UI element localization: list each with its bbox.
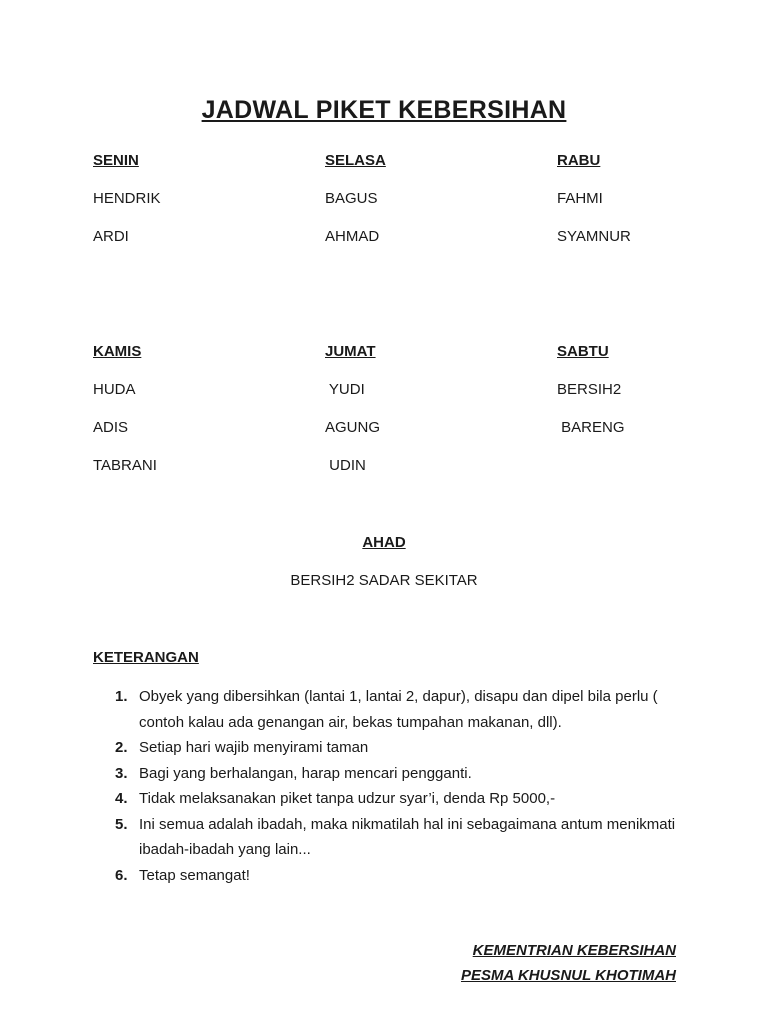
list-number: 1. (115, 688, 128, 705)
list-number: 3. (115, 764, 128, 782)
member-name: ADIS (93, 419, 129, 436)
day-column-selasa (325, 151, 525, 265)
member-name: AGUNG (325, 419, 381, 436)
list-text: Bagi yang berhalangan, harap mencari pengganti. (139, 764, 472, 782)
list-text: Ini semua adalah ibadah, maka nikmatilah hal ini sebagaimana antum menikmati ibadah-ibadah yang lain... (139, 815, 676, 858)
member-name: YUDI (325, 381, 365, 398)
page-title: JADWAL PIKET KEBERSIHAN (201, 96, 567, 124)
keterangan-heading: KETERANGAN (93, 649, 199, 666)
member-name: FAHMI (557, 190, 603, 207)
list-text: Tidak melaksanakan piket tanpa udzur syar’i, denda Rp 5000,- (139, 790, 556, 807)
list-number: 4. (115, 790, 128, 807)
day-heading: JUMAT (325, 343, 376, 360)
day-heading-ahad: AHAD (362, 534, 406, 551)
ahad-activity: BERSIH2 SADAR SEKITAR (290, 572, 478, 589)
list-text: Setiap hari wajib menyirami taman (139, 739, 369, 756)
day-column-senin (93, 151, 293, 265)
day-column-rabu (557, 151, 757, 265)
list-item (93, 761, 693, 787)
member-name: HUDA (93, 381, 136, 398)
list-text: Tetap semangat! (139, 866, 250, 884)
list-number: 6. (115, 866, 128, 884)
day-heading: SENIN (93, 152, 139, 169)
member-name: BARENG (557, 419, 625, 436)
list-item (93, 735, 693, 761)
ahad-section (0, 533, 768, 591)
member-name: BAGUS (325, 190, 378, 207)
list-number: 2. (115, 739, 128, 756)
member-name: SYAMNUR (557, 228, 631, 245)
list-text: Obyek yang dibersihkan (lantai 1, lantai 2, dapur), disapu dan dipel bila perlu ( contoh kalau ada genangan air, bekas tumpahan makanan, dll). (139, 688, 658, 731)
day-heading: KAMIS (93, 343, 142, 360)
day-heading: RABU (557, 152, 601, 169)
signature-line-2: PESMA KHUSNUL KHOTIMAH (460, 967, 676, 984)
member-name: TABRANI (93, 457, 157, 474)
keterangan-list (93, 684, 693, 888)
member-name: UDIN (325, 457, 366, 474)
day-heading: SABTU (557, 343, 609, 360)
member-name: ARDI (93, 228, 129, 245)
list-item (93, 786, 693, 812)
member-name: BERSIH2 (557, 381, 622, 398)
list-item (93, 863, 693, 889)
list-number: 5. (115, 815, 128, 833)
signature-line-1: KEMENTRIAN KEBERSIHAN (472, 942, 676, 959)
list-item (93, 684, 693, 735)
day-column-sabtu (557, 342, 757, 456)
day-column-jumat (325, 342, 525, 494)
member-name: HENDRIK (93, 190, 161, 207)
list-item (93, 812, 693, 863)
day-column-kamis (93, 342, 293, 494)
day-heading: SELASA (325, 152, 386, 169)
member-name: AHMAD (325, 228, 380, 245)
signature-block (461, 938, 676, 988)
